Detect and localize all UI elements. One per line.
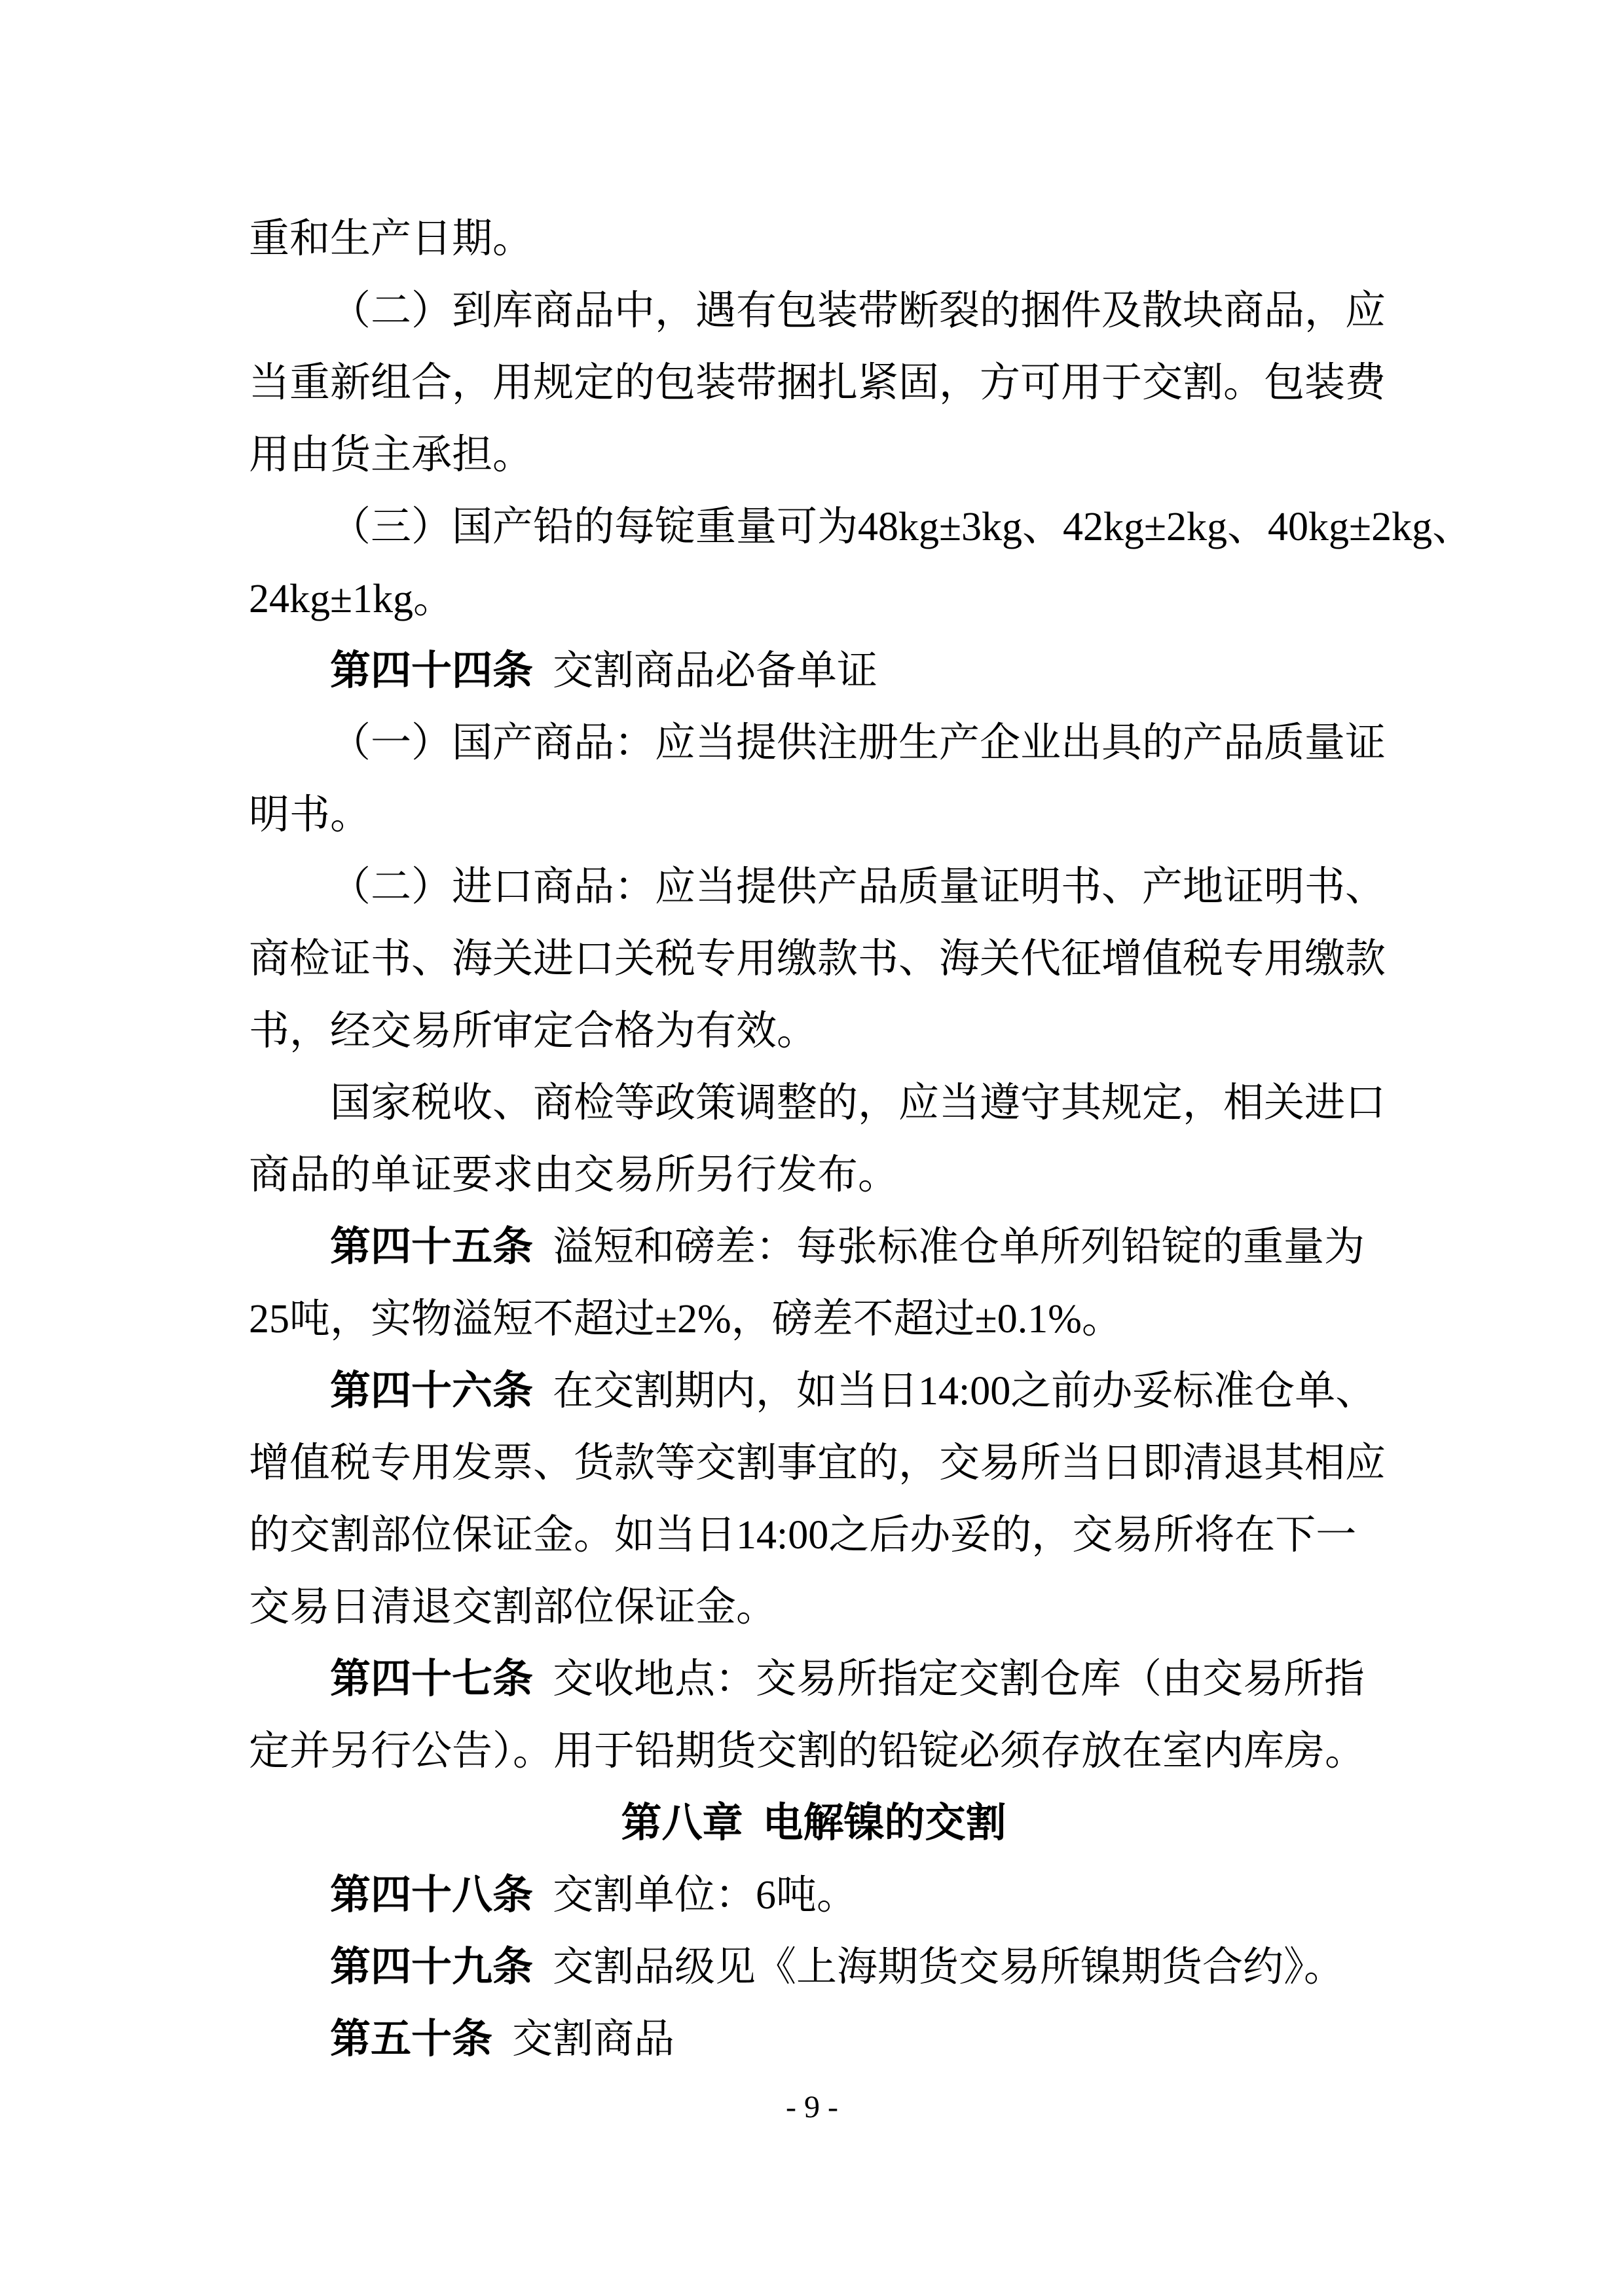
article-number: 第四十七条 [330, 1656, 534, 1702]
line-text: 交易日清退交割部位保证金。 [249, 1585, 777, 1630]
line-text: 交割单位：6吨。 [553, 1873, 858, 1918]
text-line [249, 1643, 1378, 1715]
text-line [249, 1859, 1378, 1931]
page-number: - 9 - [786, 2090, 838, 2124]
line-text: 商品的单证要求由交易所另行发布。 [249, 1153, 899, 1197]
text-line [249, 707, 1386, 779]
text-line [249, 1283, 1378, 1355]
line-text: （一）国产商品：应当提供注册生产企业出具的产品质量证 [330, 721, 1386, 765]
chapter-heading [249, 1787, 1378, 1859]
text-line [249, 779, 1378, 851]
document-body [249, 203, 1473, 2075]
line-text: 当重新组合，用规定的包装带捆扎紧固，方可用于交割。包装费 [249, 361, 1386, 405]
article-number: 第四十九条 [330, 1944, 534, 1990]
text-line [249, 275, 1386, 347]
line-text: 电解镍的交割 [762, 1800, 1006, 1846]
text-line [249, 1355, 1378, 1427]
chapter-number: 第八章 [621, 1800, 743, 1846]
text-line [249, 1571, 1378, 1643]
text-line [249, 1931, 1378, 2003]
text-line [249, 1211, 1378, 1283]
text-line [249, 851, 1386, 923]
text-line [249, 995, 1378, 1067]
line-text: 商检证书、海关进口关税专用缴款书、海关代征增值税专用缴款 [249, 937, 1386, 981]
text-line [249, 2003, 1378, 2075]
text-line [249, 1427, 1386, 1499]
text-line [249, 1499, 1378, 1571]
line-text: （三）国产铅的每锭重量可为48kg±3kg、42kg±2kg、40kg±2kg、 [330, 505, 1473, 549]
line-text: 书，经交易所审定合格为有效。 [249, 1009, 818, 1053]
text-line [249, 635, 1378, 707]
text-line [249, 347, 1386, 419]
line-text: 定并另行公告）。用于铅期货交割的铅锭必须存放在室内库房。 [249, 1729, 1366, 1774]
line-text: 溢短和磅差：每张标准仓单所列铅锭的重量为 [553, 1225, 1365, 1269]
line-text: 重和生产日期。 [249, 217, 534, 261]
article-number: 第四十八条 [330, 1872, 534, 1918]
line-text: 明书。 [249, 793, 371, 837]
article-number: 第五十条 [330, 2016, 493, 2062]
line-text: 交收地点：交易所指定交割仓库（由交易所指 [553, 1657, 1365, 1702]
line-text: 24kg±1kg。 [249, 577, 454, 621]
text-line [249, 1139, 1378, 1211]
article-number: 第四十五条 [330, 1224, 534, 1269]
line-text: 交割商品 [512, 2017, 675, 2062]
text-line [249, 1067, 1386, 1139]
line-text: 在交割期内，如当日14:00之前办妥标准仓单、 [553, 1369, 1376, 1413]
line-text: 国家税收、商检等政策调整的，应当遵守其规定，相关进口 [330, 1081, 1386, 1125]
line-text: 用由货主承担。 [249, 433, 534, 477]
line-text: 25吨，实物溢短不超过±2%，磅差不超过±0.1%。 [249, 1297, 1122, 1341]
article-number: 第四十六条 [330, 1368, 534, 1413]
line-text: 交割商品必备单证 [553, 649, 878, 693]
line-text: （二）到库商品中，遇有包装带断裂的捆件及散块商品，应 [330, 289, 1386, 333]
text-line [249, 563, 1378, 635]
text-line [249, 1715, 1378, 1787]
line-text: 交割品级见《上海期货交易所镍期货合约》。 [553, 1945, 1345, 1990]
text-line [249, 203, 1378, 275]
text-line [249, 491, 1473, 563]
line-text: 的交割部位保证金。如当日14:00之后办妥的，交易所将在下一 [249, 1513, 1357, 1558]
text-line [249, 923, 1386, 995]
text-line [249, 419, 1378, 491]
article-number: 第四十四条 [330, 648, 534, 693]
line-text: （二）进口商品：应当提供产品质量证明书、产地证明书、 [330, 865, 1386, 909]
line-text: 增值税专用发票、货款等交割事宜的，交易所当日即清退其相应 [249, 1441, 1386, 1485]
